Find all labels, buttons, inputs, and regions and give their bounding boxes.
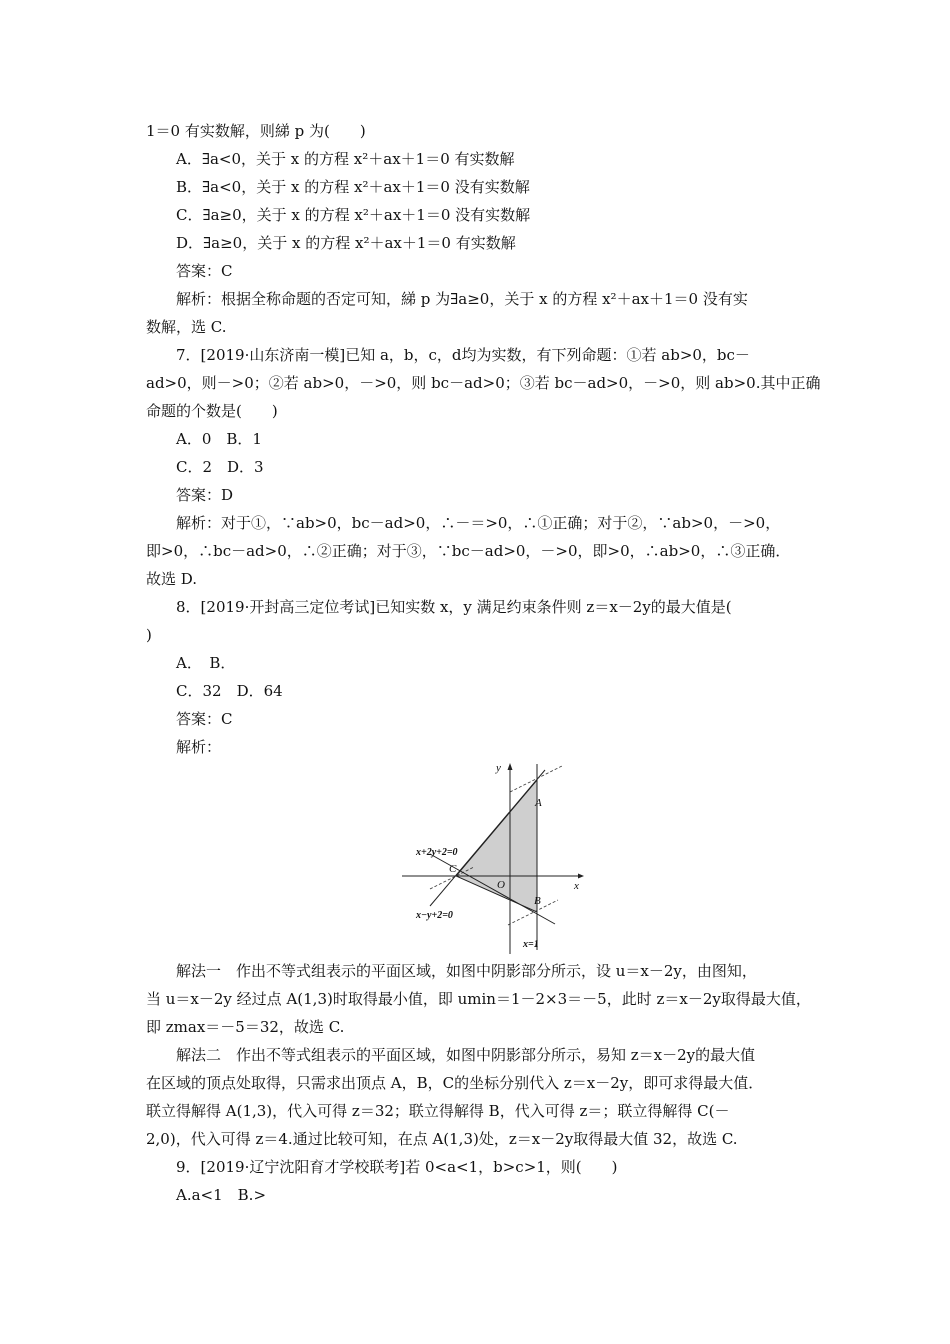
options-ab: A． B． — [176, 654, 236, 672]
analysis: 解析：对于①，∵ab>0，bc－ad>0，∴－＝>0，∴①正确；对于②，∵ab>0，－>0， — [176, 514, 781, 532]
option-d: D．∃a≥0，关于 x 的方程 x²＋ax＋1＝0 有实数解 — [176, 234, 516, 252]
shaded-region — [456, 780, 537, 912]
point-b-label: B — [534, 895, 541, 907]
options-ab: A．0 B．1 — [176, 430, 262, 448]
solution-2: 解法二 作出不等式组表示的平面区域，如图中阴影部分所示，易知 z＝x－2y的最大值 — [176, 1046, 756, 1064]
solution-1-cont: 即 zmax＝－5＝32，故选 C. — [146, 1018, 345, 1036]
y-axis-arrow — [508, 763, 513, 770]
x-axis-label: x — [574, 880, 579, 892]
analysis: 解析：根据全称命题的否定可知，綈 p 为∃a≥0，关于 x 的方程 x²＋ax＋1＝0 没有实 — [176, 290, 748, 308]
question-9: 9．[2019·辽宁沈阳育才学校联考]若 0<a<1，b>c>1，则( ) — [176, 1158, 618, 1176]
point-c-label: C — [449, 863, 457, 875]
question-7: 7．[2019·山东济南一模]已知 a，b，c，d均为实数，有下列命题：①若 ab>0，bc－ — [176, 346, 750, 364]
option-b: B．∃a<0，关于 x 的方程 x²＋ax＋1＝0 没有实数解 — [176, 178, 530, 196]
point-a-label: A — [535, 797, 542, 809]
solution-2-cont: 在区域的顶点处取得，只需求出顶点 A，B，C的坐标分别代入 z＝x－2y，即可求得最大值． — [146, 1074, 764, 1092]
question-8: 8．[2019·开封高三定位考试]已知实数 x，y 满足约束条件则 z＝x－2y的最大值是( — [176, 598, 732, 616]
question-7-cont: ad>0，则－>0；②若 ab>0，－>0，则 bc－ad>0；③若 bc－ad>0，－>0，则 ab>0.其中正确 — [146, 374, 821, 392]
analysis-label: 解析： — [176, 738, 222, 756]
question-7-cont: 命题的个数是( ) — [146, 402, 278, 420]
option-c: C．∃a≥0，关于 x 的方程 x²＋ax＋1＝0 没有实数解 — [176, 206, 531, 224]
line-label-x-equals-1: x=1 — [523, 939, 539, 950]
answer: 答案：C — [176, 710, 233, 728]
solution-2-cont: 联立得解得 A(1,3)，代入可得 z＝32；联立得解得 B，代入可得 z＝；联立得解得 C(－ — [146, 1102, 730, 1120]
analysis-cont: 故选 D. — [146, 570, 198, 588]
feasible-region-figure — [400, 758, 590, 954]
options-cd: C．2 D．3 — [176, 458, 264, 476]
solution-1-cont: 当 u＝x－2y 经过点 A(1,3)时取得最小值，即 umin＝1－2×3＝－5，此时 z＝x－2y取得最大值， — [146, 990, 811, 1008]
x-axis-arrow — [578, 874, 584, 879]
options-ab: A.a<1 B.> — [176, 1186, 267, 1204]
text-line: 1＝0 有实数解，则綈 p 为( ) — [146, 122, 366, 140]
analysis-cont: 数解，选 C. — [146, 318, 227, 336]
origin-label: O — [497, 879, 505, 891]
option-a: A．∃a<0，关于 x 的方程 x²＋ax＋1＝0 有实数解 — [176, 150, 515, 168]
y-axis-label: y — [496, 762, 501, 774]
line-label-x-minus-y: x−y+2=0 — [416, 910, 453, 921]
answer: 答案：D — [176, 486, 234, 504]
line-label-x-plus-2y: x+2y+2=0 — [416, 847, 458, 858]
options-cd: C．32 D．64 — [176, 682, 283, 700]
solution-2-cont: 2,0)，代入可得 z＝4.通过比较可知，在点 A(1,3)处，z＝x－2y取得最大值 32，故选 C. — [146, 1130, 738, 1148]
solution-1: 解法一 作出不等式组表示的平面区域，如图中阴影部分所示，设 u＝x－2y，由图知， — [176, 962, 757, 980]
answer: 答案：C — [176, 262, 233, 280]
analysis-cont: 即>0，∴bc－ad>0，∴②正确；对于③，∵bc－ad>0，－>0，即>0，∴ab>0，∴③正确． — [146, 542, 791, 560]
question-8-cont: ) — [146, 626, 152, 644]
